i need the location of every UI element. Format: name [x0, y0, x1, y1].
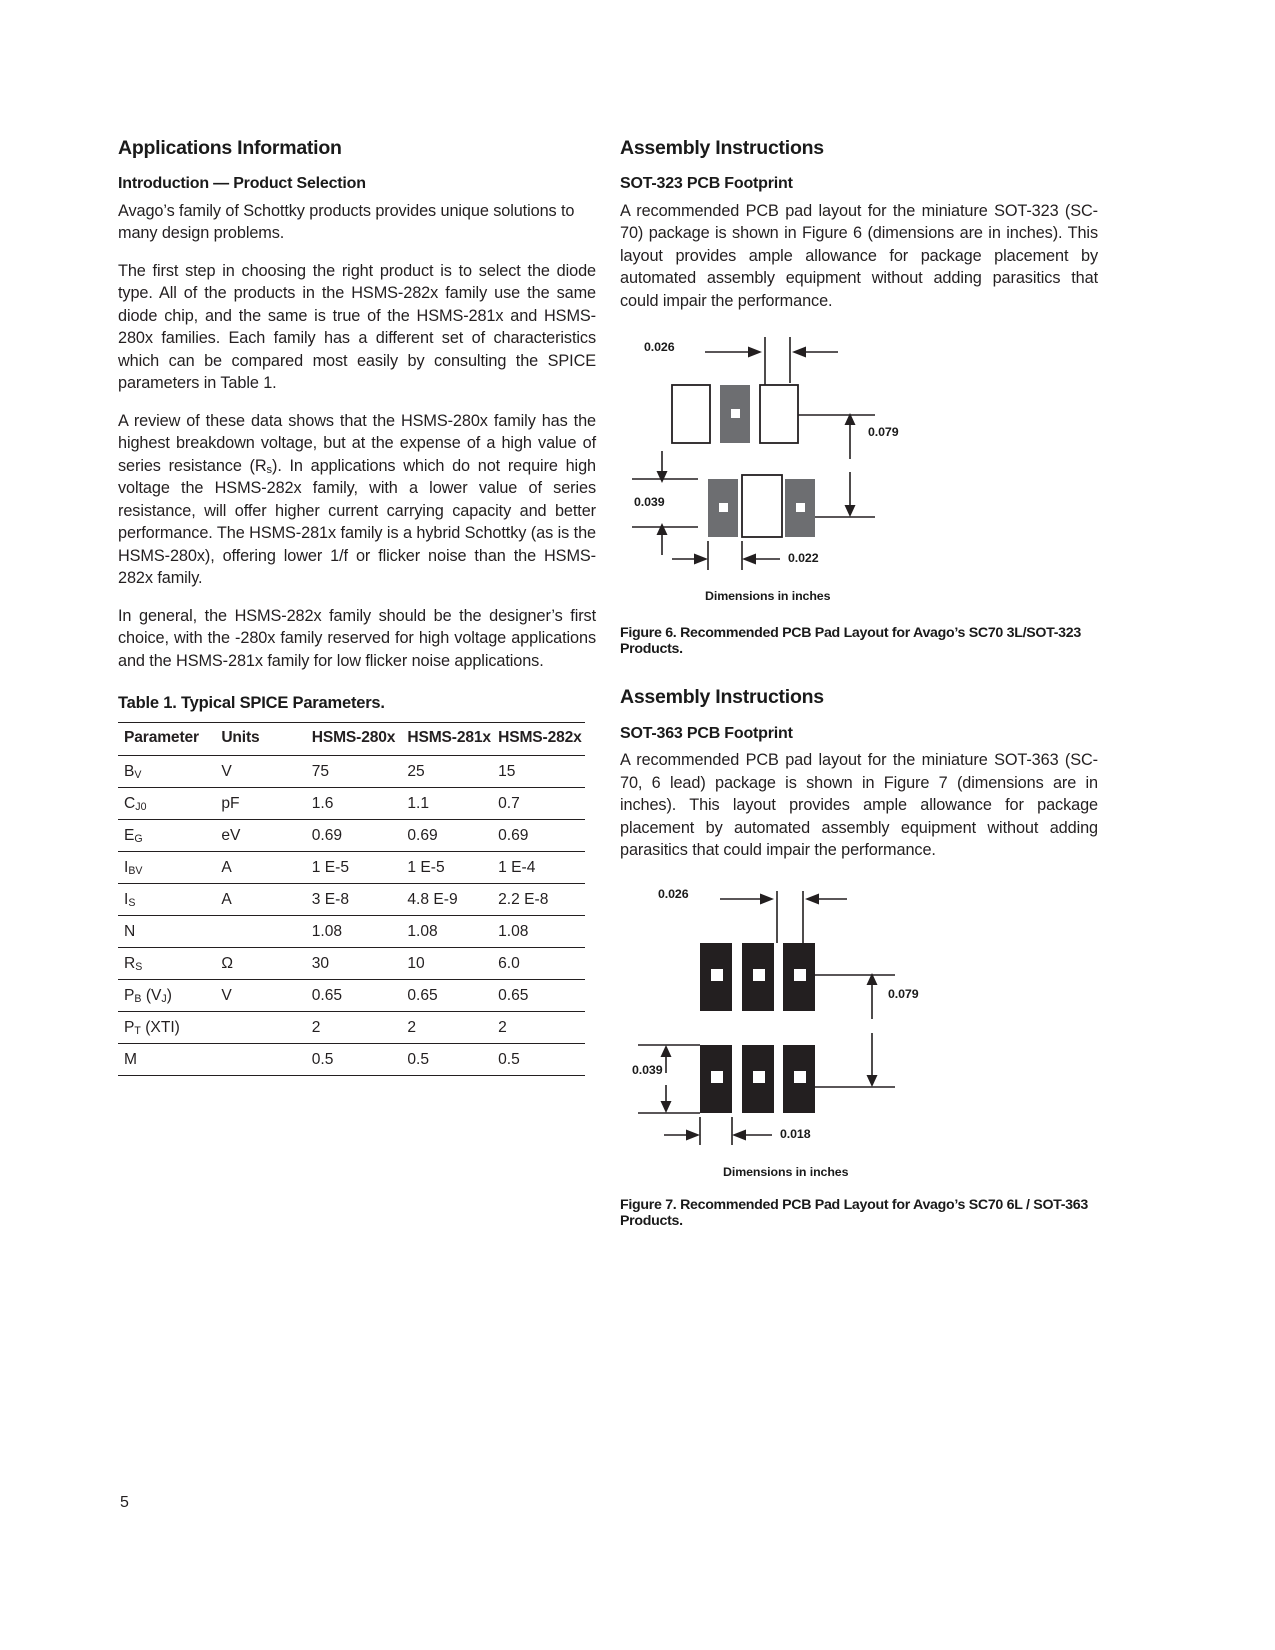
- cell-parameter: $I_S$: [124, 891, 136, 910]
- paragraph-sot323: A recommended PCB pad layout for the miniature SOT-323 (SC-70) package is shown in Figure 6 (dimensions are in inches). This layout provides ample allowance for package placement by automated assembly equipment without adding parasitics that could impair the performance.: [620, 201, 1098, 310]
- pad-upper-right-outline: [760, 385, 798, 443]
- cell-hsms282x: 2.2 E-8: [498, 891, 549, 909]
- dim-022-left-arrowhead: [694, 554, 708, 565]
- cell-hsms280x: 0.5: [311, 1051, 334, 1069]
- rs-subscript: s: [266, 464, 272, 477]
- f7-pad-lower-1-hole: [711, 1071, 723, 1083]
- figure-7-upper-pads: [700, 943, 815, 1011]
- parameter-subscript: S: [128, 897, 136, 910]
- table-row: [118, 756, 585, 788]
- cell-hsms282x: 0.69: [498, 827, 529, 845]
- dim-026-arrowhead-right: [792, 347, 806, 358]
- cell-units: [221, 916, 311, 948]
- heading-sot323-pcb-footprint: SOT-323 PCB Footprint: [620, 175, 793, 193]
- page-number: 5: [120, 1494, 129, 1511]
- figure-6-dimensions-note: Dimensions in inches: [705, 589, 831, 604]
- table-row: [118, 820, 585, 852]
- paragraph-first-step: The first step in choosing the right product is to select the diode type. All of the products in the HSMS-282x family use the same diode chip, and the same is true of the HSMS-281x and HSMS-280x families. Each family has a different set of characteristics which can be compared most easily by consulting the SPICE parameters in Table 1.: [118, 261, 596, 393]
- figure-7-dim-079: 0.079: [888, 986, 919, 1001]
- cell-units: pF: [221, 795, 240, 813]
- figure-7-caption: Figure 7. Recommended PCB Pad Layout for Avago’s SC70 6L / SOT-363 Products.: [620, 1196, 1088, 1229]
- heading-introduction-product-selection: Introduction — Product Selection: [118, 175, 366, 193]
- cell-hsms280x: 0.65: [311, 987, 343, 1005]
- f7-dim-039-upper-arrowhead: [661, 1045, 672, 1057]
- f7-dim-026-arrowhead: [760, 893, 774, 904]
- figure-6-caption: Figure 6. Recommended PCB Pad Layout for Avago’s SC70 3L/SOT-323 Products.: [620, 625, 1081, 658]
- figure-7-dim-039: 0.039: [632, 1062, 663, 1077]
- cell-hsms281x: 1.08: [407, 923, 438, 941]
- cell-hsms280x: 30: [311, 955, 330, 973]
- cell-hsms282x: 0.5: [498, 1051, 520, 1069]
- cell-hsms281x: 0.69: [407, 827, 438, 845]
- f7-dim-079-group: [815, 973, 895, 1087]
- cell-hsms281x: 0.65: [407, 987, 438, 1005]
- figure-6-dim-026: 0.026: [644, 340, 675, 355]
- cell-units: V: [221, 987, 232, 1005]
- cell-hsms282x: 1.08: [498, 923, 529, 941]
- cell-parameter: M: [124, 1051, 137, 1069]
- cell-hsms282x: 0.65: [498, 987, 529, 1005]
- dim-039-upper-arrowhead: [657, 471, 668, 483]
- cell-hsms281x: 0.5: [407, 1051, 430, 1069]
- cell-parameter: $E_G$: [124, 827, 143, 846]
- heading-sot363-pcb-footprint: SOT-363 PCB Footprint: [620, 724, 793, 742]
- parameter-subscript: BV: [128, 865, 143, 878]
- parameter-subscript: G: [134, 833, 143, 846]
- table-row: [118, 916, 585, 948]
- cell-hsms280x: 3 E-8: [311, 891, 350, 909]
- cell-hsms281x: 4.8 E-9: [407, 891, 458, 909]
- figure-6-drawing: [620, 327, 1098, 577]
- table-title: Table 1. Typical SPICE Parameters.: [118, 694, 385, 713]
- column-header-hsms280x: HSMS-280x: [311, 729, 396, 747]
- parameter-subscript: J0: [135, 801, 147, 814]
- cell-hsms280x: 1 E-5: [311, 859, 350, 877]
- f7-dim-018-right-arrowhead: [732, 1129, 746, 1140]
- cell-parameter: $B_V$: [124, 763, 142, 782]
- f7-pad-lower-3-hole: [794, 1071, 806, 1083]
- cell-parameter: $I_{BV}$: [124, 859, 143, 878]
- cell-units: A: [221, 891, 232, 909]
- cell-hsms282x: 0.7: [498, 795, 520, 813]
- dim-039-lower-arrowhead: [657, 523, 668, 535]
- figure-7-drawing: [620, 877, 1098, 1145]
- column-header-hsms282x: HSMS-282x: [498, 729, 582, 747]
- paragraph-intro: Avago’s family of Schottky products provides unique solutions to many design problems.: [118, 201, 575, 243]
- cell-hsms281x: 1 E-5: [407, 859, 445, 877]
- spice-parameters-table: [118, 722, 585, 1076]
- suffix-subscript: J: [161, 993, 167, 1006]
- f7-dim-079-lower-arrowhead: [867, 1075, 878, 1087]
- figure-6-dim-039: 0.039: [634, 495, 665, 510]
- cell-hsms282x: 2: [498, 1019, 507, 1037]
- parameter-subscript: V: [134, 769, 142, 782]
- f7-dim-039-group: [638, 1045, 700, 1113]
- cell-hsms282x: 15: [498, 763, 516, 781]
- paragraph-sot363: A recommended PCB pad layout for the miniature SOT-363 (SC-70, 6 lead) package is shown in Figure 7 (dimensions are in inches). This layout provides ample allowance for package placement by automated assembly equipment without adding parasitics that could impair the performance.: [620, 751, 1098, 860]
- cell-parameter: $P_B$ $(V_J)$: [124, 987, 172, 1006]
- dim-022-right-arrowhead: [742, 554, 756, 565]
- figure-6-dim-022: 0.022: [788, 551, 819, 566]
- cell-hsms280x: 1.08: [311, 923, 343, 941]
- paragraph-review-b: ). In applications which do not require high voltage the HSMS-282x family, with a lower value of series resistance, will offer higher current carrying capacity and better performance. The HSMS-281x family is a hybrid Schottky (as is the HSMS-280x), offering lower 1/f or flicker noise than the HSMS-282x family.: [118, 456, 596, 588]
- cell-units: V: [221, 763, 232, 781]
- cell-hsms280x: 2: [311, 1019, 321, 1037]
- right-column: [620, 138, 1098, 1229]
- paragraph-review-a: A review of these data shows that the HSMS-280x family has the highest breakdown voltage, but at the expense of a high value of series resistance (R: [118, 411, 596, 475]
- paragraph-in-general: In general, the HSMS-282x family should be the designer’s first choice, with the -280x family reserved for high voltage applications and the HSMS-281x family for low flicker noise applications.: [118, 606, 596, 670]
- pad-upper-middle-hole: [731, 409, 740, 418]
- parameter-subscript: B: [134, 993, 142, 1006]
- figure-6-upper-pads: [672, 385, 798, 443]
- pad-lower-right-hole: [796, 503, 805, 512]
- table-row: [118, 1012, 585, 1044]
- cell-parameter: $R_S$: [124, 955, 143, 974]
- column-header-hsms281x: HSMS-281x: [407, 729, 491, 747]
- pad-upper-left-outline: [672, 385, 710, 443]
- pad-lower-middle-outline: [742, 475, 782, 537]
- paragraph-review: [118, 410, 596, 590]
- cell-parameter: N: [124, 923, 136, 941]
- column-header-parameter: Parameter: [124, 729, 199, 747]
- cell-units: [221, 1012, 311, 1044]
- figure-7-container: [620, 877, 1098, 1229]
- cell-parameter: $P_T$ (XTI): [124, 1019, 180, 1038]
- cell-units: Ω: [221, 955, 233, 973]
- f7-dim-018-group: [664, 1117, 772, 1145]
- table-row: [118, 948, 585, 980]
- f7-pad-upper-3-hole: [794, 969, 806, 981]
- dim-026-arrowhead: [748, 347, 762, 358]
- cell-hsms281x: 2: [407, 1019, 417, 1037]
- table-row: [118, 852, 585, 884]
- dim-079-lower-arrowhead: [845, 505, 856, 517]
- left-column: [118, 138, 596, 1076]
- cell-parameter: $C_{J0}$: [124, 795, 147, 814]
- f7-dim-026-arrowhead-right: [805, 893, 819, 904]
- column-header-units: Units: [221, 729, 260, 747]
- figure-7-dimensions-note: Dimensions in inches: [723, 1164, 849, 1179]
- cell-hsms281x: 1.1: [407, 795, 430, 813]
- figure-6-lower-pads: [708, 475, 815, 537]
- cell-units: [221, 1044, 311, 1076]
- f7-dim-039-lower-arrowhead: [661, 1101, 672, 1113]
- cell-hsms280x: 0.69: [311, 827, 343, 845]
- heading-assembly-instructions-2: Assembly Instructions: [620, 686, 824, 709]
- figure-7-dim-018: 0.018: [780, 1126, 811, 1141]
- figure-7-dim-026: 0.026: [658, 886, 689, 901]
- table-header-row: [118, 723, 585, 756]
- f7-dim-018-left-arrowhead: [686, 1129, 700, 1140]
- table-head: [118, 723, 585, 756]
- f7-pad-upper-2-hole: [753, 969, 765, 981]
- cell-units: eV: [221, 827, 241, 845]
- parameter-subscript: T: [134, 1025, 141, 1038]
- f7-pad-upper-1-hole: [711, 969, 723, 981]
- cell-hsms281x: 10: [407, 955, 425, 973]
- f7-pad-lower-2-hole: [753, 1071, 765, 1083]
- figure-6-container: [620, 327, 1098, 657]
- cell-hsms280x: 1.6: [311, 795, 334, 813]
- page-title-applications-information: Applications Information: [118, 137, 342, 159]
- heading-assembly-instructions-1: Assembly Instructions: [620, 137, 824, 159]
- cell-hsms281x: 25: [407, 763, 425, 781]
- table-body: [118, 756, 585, 1076]
- cell-hsms282x: 1 E-4: [498, 859, 536, 877]
- table-row: [118, 788, 585, 820]
- pad-lower-left-hole: [719, 503, 728, 512]
- cell-units: A: [221, 859, 232, 877]
- dim-022-group: [672, 541, 780, 570]
- figure-6-dim-079: 0.079: [868, 425, 899, 440]
- table-row: [118, 884, 585, 916]
- figure-7-lower-pads: [700, 1045, 815, 1113]
- cell-hsms282x: 6.0: [498, 955, 520, 973]
- table-row: [118, 1044, 585, 1076]
- table-row: [118, 980, 585, 1012]
- cell-hsms280x: 75: [311, 763, 330, 781]
- parameter-subscript: S: [135, 961, 143, 974]
